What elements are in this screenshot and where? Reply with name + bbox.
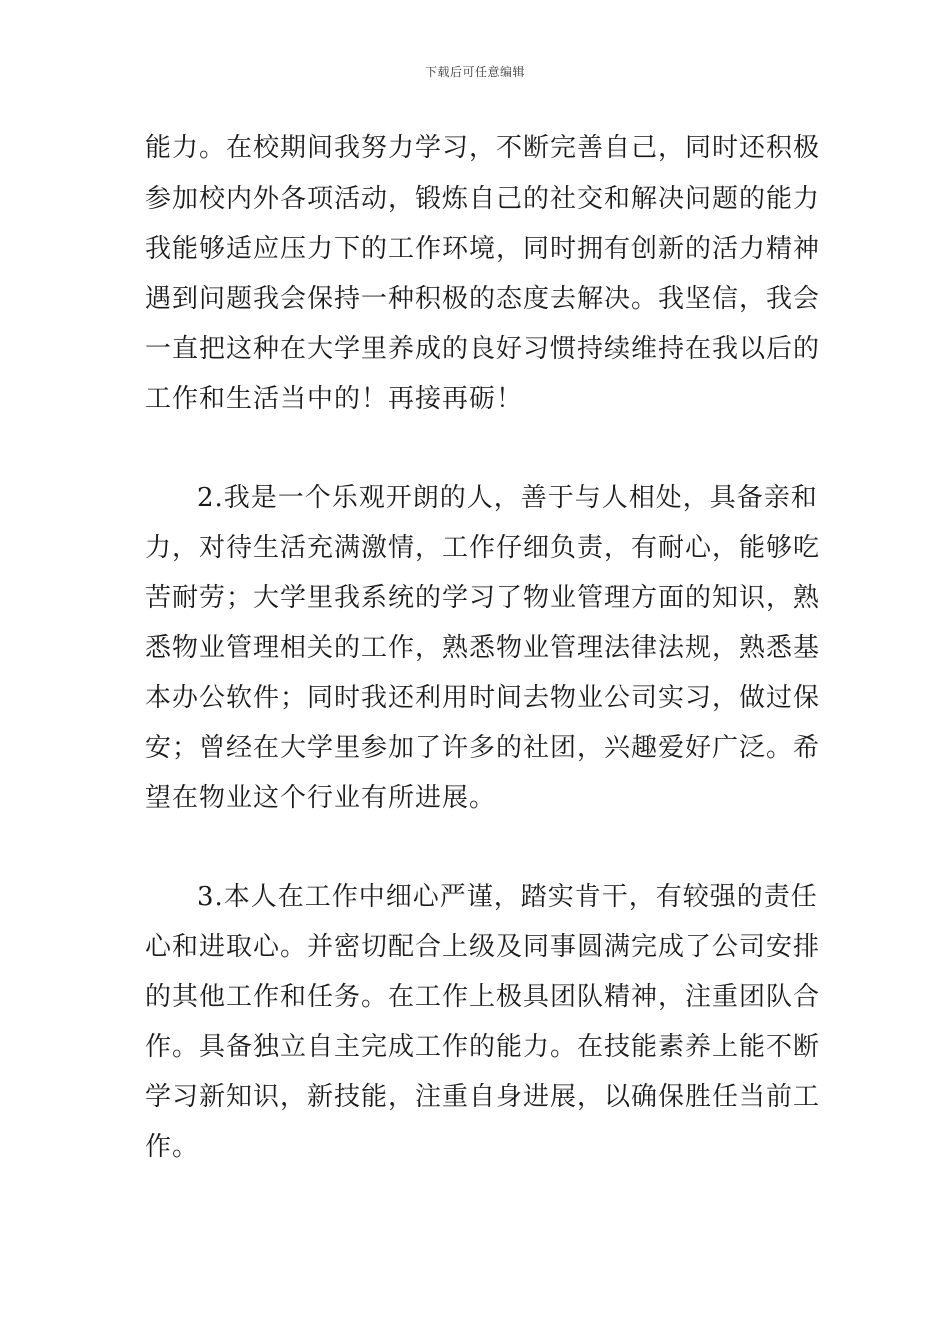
paragraph-line: 作。 — [145, 1132, 200, 1162]
paragraph-line: 参加校内外各项活动，锻炼自己的社交和解决问题的能力 — [145, 184, 821, 214]
paragraph-line: 我能够适应压力下的工作环境，同时拥有创新的活力精神 — [145, 234, 821, 264]
paragraph-line: 安；曾经在大学里参加了许多的社团，兴趣爱好广泛。希 — [145, 733, 821, 763]
paragraph-line: 悉物业管理相关的工作，熟悉物业管理法律法规，熟悉基 — [145, 633, 821, 663]
paragraph-line: 作。具备独立自主完成工作的能力。在技能素养上能不断 — [145, 1032, 821, 1062]
paragraph-line: 苦耐劳；大学里我系统的学习了物业管理方面的知识，熟 — [145, 583, 821, 613]
paragraph-line: 学习新知识，新技能，注重自身进展，以确保胜任当前工 — [145, 1082, 821, 1112]
paragraph-line: 工作和生活当中的！再接再砺！ — [145, 384, 524, 414]
paragraph-line: 的其他工作和任务。在工作上极具团队精神，注重团队合 — [145, 982, 821, 1012]
paragraph-line: 2.我是一个乐观开朗的人，善于与人相处，具备亲和 — [197, 483, 818, 513]
paragraph-line: 3.本人在工作中细心严谨，踏实肯干，有较强的责任 — [197, 882, 818, 912]
paragraph-line: 本办公软件；同时我还利用时间去物业公司实习，做过保 — [145, 683, 821, 713]
page-header: 下载后可任意编辑 — [424, 65, 525, 79]
paragraph-line: 一直把这种在大学里养成的良好习惯持续维持在我以后的 — [145, 334, 821, 364]
paragraph-line: 望在物业这个行业有所进展。 — [145, 783, 497, 813]
paragraph-line: 心和进取心。并密切配合上级及同事圆满完成了公司安排 — [145, 932, 821, 962]
paragraph-line: 遇到问题我会保持一种积极的态度去解决。我坚信，我会 — [145, 284, 821, 314]
paragraph-line: 力，对待生活充满激情，工作仔细负责，有耐心，能够吃 — [145, 533, 821, 563]
paragraph-line: 能力。在校期间我努力学习，不断完善自己，同时还积极 — [145, 133, 821, 163]
